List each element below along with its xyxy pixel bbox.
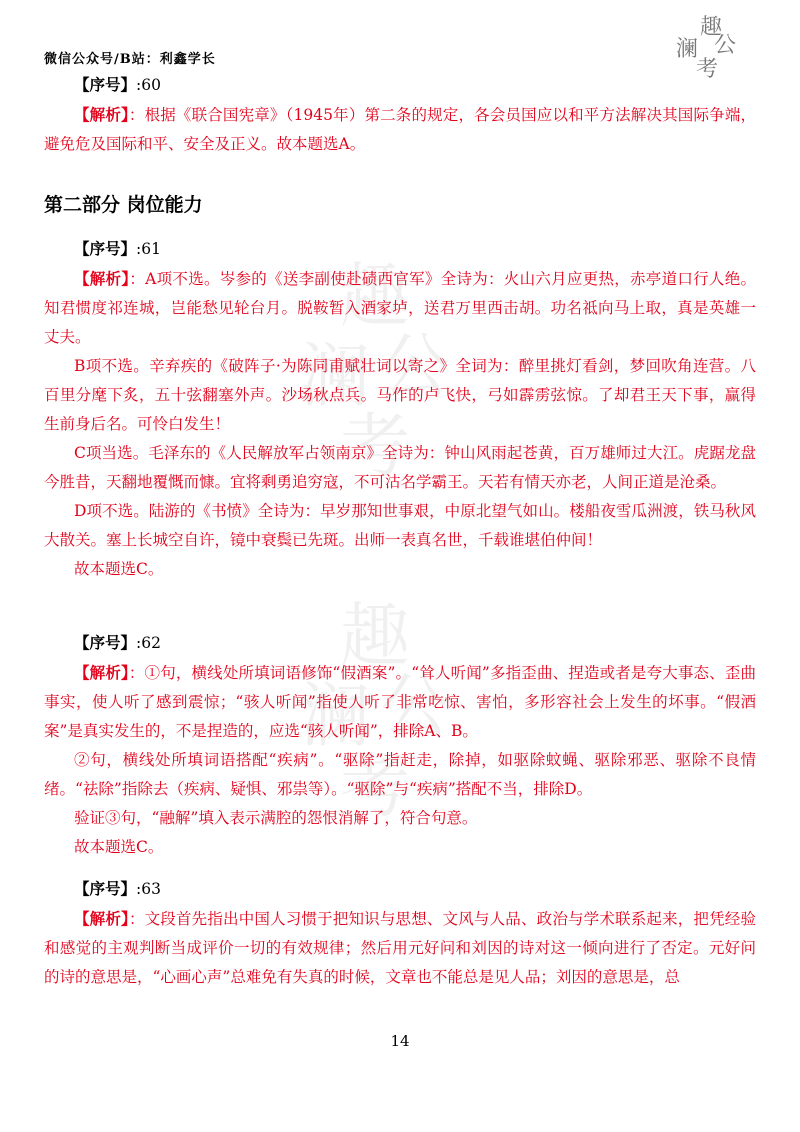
- analysis-paragraph: B项不选。辛弃疾的《破阵子·为陈同甫赋壮词以寄之》全词为：醉里挑灯看剑，梦回吹角连营。八百里分麾下炙，五十弦翻塞外声。沙场秋点兵。马作的卢飞快，弓如霹雳弦惊。了却君王天下事，赢得生前身后名。可怜白发生！: [44, 357, 756, 433]
- logo-char: 趣: [700, 15, 723, 40]
- analysis-conclusion: 故本题选C。: [74, 560, 164, 578]
- header-source: 微信公众号/B站：利鑫学长: [44, 52, 216, 67]
- question-number: 【序号】:62: [74, 633, 161, 652]
- question-number: 【序号】:63: [74, 879, 161, 898]
- question-number: 【序号】:60: [74, 75, 161, 94]
- logo: [674, 10, 744, 82]
- watermark-char: 考: [340, 745, 410, 827]
- watermark-char: 公: [380, 325, 450, 407]
- page-number: 14: [390, 1032, 410, 1050]
- section-title: 第二部分 岗位能力: [44, 194, 203, 216]
- logo-char: 公: [714, 33, 737, 58]
- question-number: 【序号】:61: [74, 239, 161, 258]
- logo-char: 考: [696, 57, 719, 82]
- analysis-paragraph: 【解析】：A项不选。岑参的《送李副使赴碛西官军》全诗为：火山六月应更热，赤亭道口行人绝。知君惯度祁连城，岂能愁见轮台月。脱鞍暂入酒家垆，送君万里西击胡。功名祗向马上取，真是英雄一丈夫。: [44, 269, 756, 346]
- watermark-char: 趣: [340, 255, 410, 337]
- analysis-paragraph: 【解析】：文段首先指出中国人习惯于把知识与思想、文风与人品、政治与学术联系起来，把凭经验和感觉的主观判断当成评价一切的有效规律；然后用元好问和刘因的诗对这一倾向进行了否定。元好问的诗的意思是，“心画心声”总难免有失真的时候，文章也不能总是见人品；刘因的意思是，总: [44, 909, 756, 986]
- question-62: [44, 628, 756, 862]
- watermark-char: 考: [340, 405, 410, 487]
- analysis-paragraph: 验证③句，“融解”填入表示满腔的怨恨消解了，符合句意。: [74, 809, 478, 827]
- analysis-paragraph: C项当选。毛泽东的《人民解放军占领南京》全诗为：钟山风雨起苍黄，百万雄师过大江。虎踞龙盘今胜昔，天翻地覆慨而慷。宜将剩勇追穷寇，不可沽名学霸王。天若有情天亦老，人间正道是沧桑。: [44, 444, 756, 491]
- watermark-char: 趣: [340, 595, 410, 677]
- watermark-char: 公: [380, 665, 450, 747]
- question-61: [44, 234, 756, 584]
- logo-char: 澜: [676, 37, 699, 62]
- analysis-paragraph: D项不选。陆游的《书愤》全诗为：早岁那知世事艰，中原北望气如山。楼船夜雪瓜洲渡，铁马秋风大散关。塞上长城空自许，镜中衰鬓已先斑。出师一表真名世，千载谁堪伯仲间！: [44, 502, 756, 549]
- analysis-paragraph: 【解析】：根据《联合国宪章》（1945年）第二条的规定，各会员国应以和平方法解决其国际争端，避免危及国际和平、安全及正义。故本题选A。: [44, 105, 756, 153]
- watermark-char: 澜: [300, 675, 370, 757]
- analysis-paragraph: ②句，横线处所填词语搭配“疾病”。“驱除”指赶走，除掉，如驱除蚊蝇、驱除邪恶、驱除不良情绪。“祛除”指除去（疾病、疑惧、邪祟等）。“驱除”与“疾病”搭配不当，排除D。: [44, 751, 756, 798]
- question-60: [44, 70, 756, 159]
- analysis-conclusion: 故本题选C。: [74, 838, 164, 856]
- question-63: [44, 874, 756, 992]
- watermark-char: 澜: [300, 335, 370, 417]
- analysis-paragraph: 【解析】：①句，横线处所填词语修饰“假酒案”。“耸人听闻”多指歪曲、捏造或者是夸大事态、歪曲事实，使人听了感到震惊；“骇人听闻”指使人听了非常吃惊、害怕，多形容社会上发生的坏事。“假酒案”是真实发生的，不是捏造的，应选“骇人听闻”，排除A、B。: [44, 663, 756, 740]
